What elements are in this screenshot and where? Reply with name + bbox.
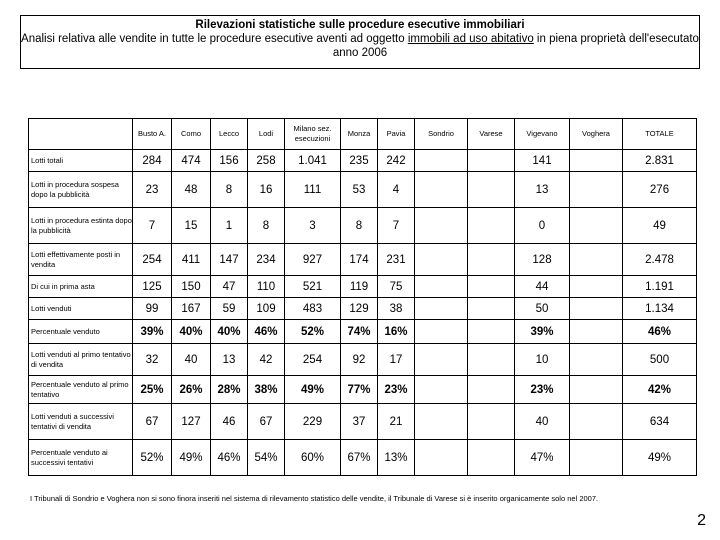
table-cell	[415, 208, 468, 244]
table-cell: 47%	[515, 440, 570, 476]
table-cell: 1	[211, 208, 248, 244]
subtitle-text-end: in piena proprietà dell'esecutato anno 2006	[332, 33, 699, 59]
table-cell: 16%	[378, 320, 415, 344]
table-cell: 40%	[172, 320, 211, 344]
table-cell: 8	[248, 208, 285, 244]
table-cell: 42%	[623, 376, 697, 404]
column-header: Lecco	[211, 119, 248, 150]
table-row	[29, 440, 697, 476]
table-cell: 174	[341, 244, 378, 276]
table-cell: 49%	[172, 440, 211, 476]
table-cell: 46	[211, 404, 248, 440]
table-cell: 258	[248, 150, 285, 172]
table-cell	[468, 208, 515, 244]
table-cell: 32	[133, 344, 172, 376]
table-cell	[415, 404, 468, 440]
table-cell	[415, 150, 468, 172]
row-label: Lotti totali	[29, 150, 133, 172]
row-label: Lotti venduti al primo tentativo di vendita	[29, 344, 133, 376]
row-label: Percentuale venduto al primo tentativo	[29, 376, 133, 404]
table-cell: 4	[378, 172, 415, 208]
row-label: Lotti venduti	[29, 298, 133, 320]
table-body	[29, 150, 697, 476]
table-cell: 276	[623, 172, 697, 208]
table-cell: 125	[133, 276, 172, 298]
row-label: Lotti effettivamente posti in vendita	[29, 244, 133, 276]
table-cell: 411	[172, 244, 211, 276]
table-cell	[468, 320, 515, 344]
table-cell: 40	[515, 404, 570, 440]
table-cell: 7	[378, 208, 415, 244]
table-cell: 927	[285, 244, 341, 276]
table-cell: 44	[515, 276, 570, 298]
table-cell: 21	[378, 404, 415, 440]
table-cell: 46%	[248, 320, 285, 344]
table-cell: 54%	[248, 440, 285, 476]
table-cell: 7	[133, 208, 172, 244]
table-cell	[468, 376, 515, 404]
column-header: Como	[172, 119, 211, 150]
table-cell: 53	[341, 172, 378, 208]
table-cell: 13	[515, 172, 570, 208]
table-cell	[570, 298, 623, 320]
table-cell: 49	[623, 208, 697, 244]
table-cell	[468, 150, 515, 172]
table-cell	[468, 244, 515, 276]
table-cell: 128	[515, 244, 570, 276]
table-cell: 500	[623, 344, 697, 376]
table-cell	[570, 244, 623, 276]
table-cell: 46%	[211, 440, 248, 476]
column-header: Sondrio	[415, 119, 468, 150]
table-cell: 147	[211, 244, 248, 276]
table-cell	[570, 376, 623, 404]
table-cell: 15	[172, 208, 211, 244]
table-cell: 3	[285, 208, 341, 244]
table-row	[29, 276, 697, 298]
row-label: Lotti in procedura sospesa dopo la pubblicità	[29, 172, 133, 208]
table-cell: 0	[515, 208, 570, 244]
table-cell: 2.478	[623, 244, 697, 276]
table-cell: 634	[623, 404, 697, 440]
table-cell	[468, 344, 515, 376]
table-cell: 483	[285, 298, 341, 320]
column-header: Lodi	[248, 119, 285, 150]
table-cell: 111	[285, 172, 341, 208]
table-cell: 99	[133, 298, 172, 320]
table-cell: 40	[172, 344, 211, 376]
table-cell: 8	[211, 172, 248, 208]
table-row	[29, 172, 697, 208]
table-cell	[415, 298, 468, 320]
statistics-table	[28, 118, 697, 476]
table-cell: 521	[285, 276, 341, 298]
page-subtitle	[21, 32, 699, 60]
table-cell: 38%	[248, 376, 285, 404]
table-cell	[468, 440, 515, 476]
column-header: Pavia	[378, 119, 415, 150]
table-cell	[415, 320, 468, 344]
column-header: TOTALE	[623, 119, 697, 150]
table-cell: 119	[341, 276, 378, 298]
column-header: Milano sez. esecuzioni	[285, 119, 341, 150]
table-cell: 75	[378, 276, 415, 298]
table-cell: 129	[341, 298, 378, 320]
table-cell: 284	[133, 150, 172, 172]
table-row	[29, 208, 697, 244]
table-cell: 67	[248, 404, 285, 440]
table-cell: 59	[211, 298, 248, 320]
table-cell: 37	[341, 404, 378, 440]
table-cell: 52%	[285, 320, 341, 344]
page-title: Rilevazioni statistiche sulle procedure esecutive immobiliari	[195, 19, 525, 31]
title-box	[20, 15, 700, 69]
column-header: Vigevano	[515, 119, 570, 150]
header-corner-cell	[29, 119, 133, 150]
table-cell: 49%	[623, 440, 697, 476]
table-cell: 141	[515, 150, 570, 172]
table-cell: 50	[515, 298, 570, 320]
table-row	[29, 344, 697, 376]
table-cell: 39%	[515, 320, 570, 344]
table-cell	[468, 276, 515, 298]
table-cell: 13%	[378, 440, 415, 476]
table-cell	[415, 276, 468, 298]
table-cell: 23%	[515, 376, 570, 404]
table-cell: 23	[133, 172, 172, 208]
table-cell	[468, 404, 515, 440]
table-row	[29, 298, 697, 320]
table-cell	[570, 440, 623, 476]
row-label: Lotti in procedura estinta dopo la pubblicità	[29, 208, 133, 244]
table-cell	[415, 344, 468, 376]
table-cell: 52%	[133, 440, 172, 476]
table-row	[29, 320, 697, 344]
table-row	[29, 150, 697, 172]
page-number: 2	[697, 512, 706, 529]
table-header-row	[29, 119, 697, 150]
table-cell	[570, 404, 623, 440]
table-cell: 49%	[285, 376, 341, 404]
table-cell: 229	[285, 404, 341, 440]
table-cell: 38	[378, 298, 415, 320]
table-cell: 242	[378, 150, 415, 172]
table-cell: 167	[172, 298, 211, 320]
table-cell	[570, 320, 623, 344]
row-label: Percentuale venduto	[29, 320, 133, 344]
column-header: Monza	[341, 119, 378, 150]
footnote: I Tribunali di Sondrio e Voghera non si sono finora inseriti nel sistema di rilevamento statistico delle vendite, il Tribunale di Varese si è inserito organicamente solo nel 2007.	[30, 494, 599, 503]
table-cell: 156	[211, 150, 248, 172]
table-cell: 48	[172, 172, 211, 208]
table-cell: 474	[172, 150, 211, 172]
table-cell: 77%	[341, 376, 378, 404]
table-cell: 40%	[211, 320, 248, 344]
table-cell: 110	[248, 276, 285, 298]
table-cell: 28%	[211, 376, 248, 404]
table-cell: 42	[248, 344, 285, 376]
table-row	[29, 244, 697, 276]
column-header: Busto A.	[133, 119, 172, 150]
table-cell	[415, 440, 468, 476]
table-cell: 8	[341, 208, 378, 244]
table-cell: 26%	[172, 376, 211, 404]
table-cell: 74%	[341, 320, 378, 344]
table-cell	[415, 172, 468, 208]
table-cell: 235	[341, 150, 378, 172]
table-cell: 1.134	[623, 298, 697, 320]
row-label: Lotti venduti a successivi tentativi di vendita	[29, 404, 133, 440]
table-cell: 127	[172, 404, 211, 440]
column-header: Varese	[468, 119, 515, 150]
table-cell	[415, 244, 468, 276]
table-cell: 92	[341, 344, 378, 376]
table-cell: 23%	[378, 376, 415, 404]
table-cell: 39%	[133, 320, 172, 344]
table-cell: 47	[211, 276, 248, 298]
table-cell	[468, 298, 515, 320]
table-cell: 17	[378, 344, 415, 376]
table-cell: 13	[211, 344, 248, 376]
table-cell: 10	[515, 344, 570, 376]
table-cell: 60%	[285, 440, 341, 476]
table-cell: 67	[133, 404, 172, 440]
column-header: Voghera	[570, 119, 623, 150]
table-cell: 1.041	[285, 150, 341, 172]
table-cell: 234	[248, 244, 285, 276]
table-row	[29, 376, 697, 404]
table-cell: 16	[248, 172, 285, 208]
table-cell	[570, 344, 623, 376]
table-cell: 46%	[623, 320, 697, 344]
subtitle-text-start: Analisi relativa alle vendite in tutte le procedure esecutive aventi ad oggetto	[21, 33, 408, 45]
table-cell: 1.191	[623, 276, 697, 298]
table-cell	[570, 208, 623, 244]
table-cell: 2.831	[623, 150, 697, 172]
row-label: Di cui in prima asta	[29, 276, 133, 298]
table-cell	[415, 376, 468, 404]
table-cell: 254	[133, 244, 172, 276]
table-cell: 231	[378, 244, 415, 276]
table-cell: 25%	[133, 376, 172, 404]
table-row	[29, 404, 697, 440]
table-cell: 150	[172, 276, 211, 298]
table-cell: 67%	[341, 440, 378, 476]
table-cell	[570, 276, 623, 298]
table-cell	[570, 150, 623, 172]
table-cell: 109	[248, 298, 285, 320]
table-cell: 254	[285, 344, 341, 376]
row-label: Percentuale venduto ai successivi tentativi	[29, 440, 133, 476]
table-cell	[468, 172, 515, 208]
table-cell	[570, 172, 623, 208]
subtitle-underlined: immobili ad uso abitativo	[407, 33, 534, 45]
